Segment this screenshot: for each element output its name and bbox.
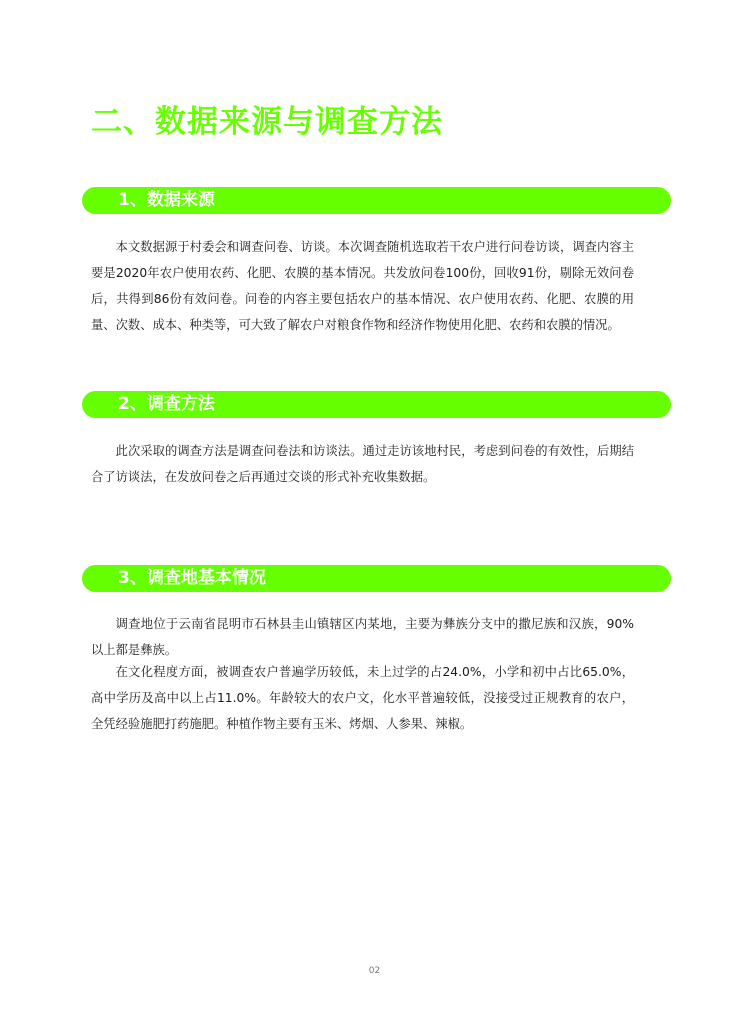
section-3-paragraph-2: 在文化程度方面，被调查农户普遍学历较低，未上过学的占24.0%，小学和初中占比65.0%，高中学历及高中以上占11.0%。年龄较大的农户文，化水平普遍较低，没接受过正规教育的农户，全凭经验施肥打药施肥。种植作物主要有玉米、烤烟、人参果、辣椒。 <box>91 665 634 731</box>
page-title: 二、数据来源与调查方法 <box>91 104 443 140</box>
section-heading-3: 3、调查地基本情况 <box>118 568 266 588</box>
section-heading-1: 1、数据来源 <box>118 190 215 210</box>
section-heading-2: 2、调查方法 <box>118 394 215 414</box>
section-heading-bar-3 <box>82 565 671 592</box>
section-1-paragraph-1: 本文数据源于村委会和调查问卷、访谈。本次调查随机选取若干农户进行问卷访谈，调查内容主要是2020年农户使用农药、化肥、农膜的基本情况。共发放问卷100份，回收91份，剔除无效问卷后，共得到86份有效问卷。问卷的内容主要包括农户的基本情况、农户使用农药、化肥、农膜的用量、次数、成本、种类等，可大致了解农户对粮食作物和经济作物使用化肥、农药和农膜的情况。 <box>91 240 634 332</box>
page-number: 02 <box>368 966 381 976</box>
section-heading-bar-1 <box>82 187 671 214</box>
section-3-paragraph-1: 调查地位于云南省昆明市石林县圭山镇辖区内某地，主要为彝族分支中的撒尼族和汉族，90%以上都是彝族。 <box>91 617 634 657</box>
section-heading-bar-2 <box>82 391 671 418</box>
section-2-paragraph-1: 此次采取的调查方法是调查问卷法和访谈法。通过走访该地村民，考虑到问卷的有效性，后期结合了访谈法，在发放问卷之后再通过交谈的形式补充收集数据。 <box>91 444 634 484</box>
